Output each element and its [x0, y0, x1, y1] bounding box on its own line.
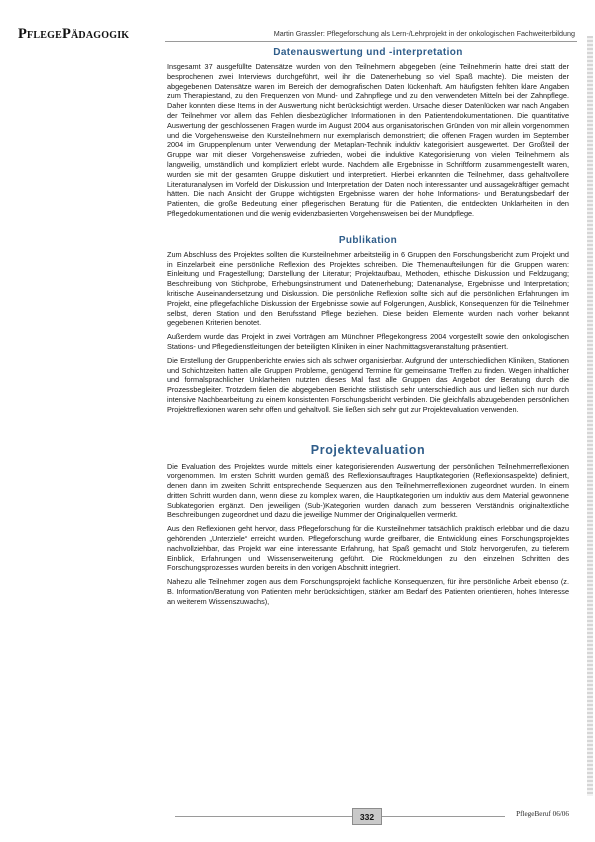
section-heading: Publikation: [338, 234, 398, 246]
page-header: [0, 24, 595, 46]
paragraph: Aus den Reflexionen geht hervor, dass Pflegeforschung für die Kursteilnehmer tatsächlich praktisch erlebbar und die dazu gehörenden „Unterziele“ erreicht wurden. Pflegeforschung wurde greifbarer, die Entwicklung eines Forschungsprojektes nachvollziehbar, das Projekt war eine interessante Erfahrung, hat Spaß gemacht und Stolz hervorgerufen, zu tieferem Einblick, Erfahrungen und Wissenserweiterung geführt. Die Rückmeldungen zu den einzelnen Schritten des Forschungsprozesses wurden bereits in den vorigen Abschnitt integriert.: [167, 524, 569, 573]
running-head: Martin Grassler: Pflegeforschung als Lern-/Lehrprojekt in der onkologischen Fachweiterbildung: [273, 29, 575, 38]
header-rule: [165, 41, 577, 42]
paragraph: Nahezu alle Teilnehmer zogen aus dem Forschungsprojekt fachliche Konsequenzen, für ihre persönliche Arbeit ebenso (z. B. Information/Beratung von Patienten mehr berücksichtigen, stärker am Bedarf des Patienten orientieren, hohes Interesse an weiterem Wissenszuwachs),: [167, 577, 569, 606]
section-heading: Projektevaluation: [310, 442, 426, 457]
text-column: [167, 47, 569, 611]
section-spacer: [167, 223, 569, 235]
paragraph: Außerdem wurde das Projekt in zwei Vorträgen am Münchner Pflegekongress 2004 vorgestellt sowie den onkologischen Stations- und Pflegedienstleitungen der beteiligten Kliniken in einer Nachmittagsveranstaltung präsentiert.: [167, 332, 569, 351]
section-heading: Datenauswertung und -interpretation: [273, 47, 463, 58]
paragraph: Insgesamt 37 ausgefüllte Datensätze wurden von den Teilnehmern abgegeben (eine Teilnehmerin hatte drei statt der besprochenen zwei Interviews durchgeführt, weil ihr die Datenerhebung so viel Spaß machte). Die meisten der abgegebenen Datensätze waren im Bereich der demografischen Daten lückenhaft. Am häufigsten fehlten klare Angaben zum Therapiestand, zu den Frequenzen von Mund- und Zahnpflege und zu den verwendeten Mitteln bei der Zahnpflege. Daher konnten diese Items in der Auswertung nicht berücksichtigt werden. Ursache dieser Datenlücken war nach Angaben der Teilnehmer vor allem das Fehlen diesbezüglicher Informationen in den Patientendokumentationen. Die quantitative Auswertung der geschlossenen Fragen wurde im August 2004 aus organisatorischen Gründen von mir allein vorgenommen und die Vorgehensweise den Kursteilnehmern nur exemplarisch demonstriert; die offenen Fragen wurden im September 2004 im Gruppenplenum unter Verwendung der Metaplan-Technik induktiv kategorisiert ausgewertet. Der Großteil der Gruppe war mit dieser Vorgehensweise zufrieden, wobei die induktive Kategorisierung von vielen Teilnehmern als langweilig, umständlich und kompliziert erlebt wurde. Nachdem alle Ergebnisse in Schriftform zusammengestellt waren, wurden sie mit der gesamten Gruppe diskutiert und interpretiert. Hierbei erkannten die Teilnehmer, dass gehaltvollere Literaturanalysen im Vorfeld der Diskussion und Interpretation der Daten noch interessanter und aussagekräftiger gemacht hätten. Die nach Ansicht der Gruppe wichtigsten Ergebnisse waren der hohe Informations- und Beratungsbedarf der Patienten, die große Bedeutung einer pflegerischen Beratung für die Patienten, die entdeckten Unklarheiten in den Pflegedokumentationen und die wenig evidenzbasierten Vorgehensweisen bei der Mundpflege.: [167, 62, 569, 218]
section-projektevaluation: [167, 443, 569, 607]
edge-stripe: [587, 36, 593, 796]
section-datenauswertung: [167, 47, 569, 219]
section-publikation: [167, 235, 569, 415]
paragraph: Die Evaluation des Projektes wurde mittels einer kategorisierenden Auswertung der persönlichen Teilnehmerreflexionen vorgenommen. Im ersten Schritt wurden gemäß des Reflexionsauftrages Hauptkategorien (Reflexionsaspekte) definiert, denen dann im zweiten Schritt entsprechende Sequenzen aus den Teilnehmerreflexionen zugeordnet wurden. In einem dritten Schritt wurden dann, wenn diese zu komplex waren, die Hauptkategorien um induktiv aus dem Material gewonnene Subkategorien ergänzt. Den jeweiligen (Sub-)Kategorien wurden danach zum besseren Verständnis originaltextliche Beschreibungen zugeordnet und dazu die jeweilige Nummer der Originalquellen vermerkt.: [167, 461, 569, 520]
paragraph: Die Erstellung der Gruppenberichte erwies sich als schwer organisierbar. Aufgrund der unterschiedlichen Kliniken, Stationen und Schichtzeiten hatten alle Gruppen Probleme, genügend Termine für gemeinsame Treffen zu finden. Wegen inhaltlicher und formalsprachlicher Unklarheiten nutzten dieses Mal fast alle Gruppen das Angebot der Beratung durch die Prozessbegleiter. Trotzdem fielen die abgegebenen Berichte stilistisch sehr unterschiedlich aus und ließen sich nur durch intensive Nachbearbeitung zu einem konsistenten Forschungsbericht verbinden. Die gleichfalls abzugebenden persönlichen Projektreflexionen waren sehr offen und gehaltvoll. Sie ließen sich sehr gut zur Projektevaluation verwenden.: [167, 355, 569, 414]
journal-logo: PflegePädagogik: [18, 26, 130, 42]
journal-reference: PflegeBeruf 06/06: [516, 810, 569, 818]
page-number: 332: [352, 808, 382, 825]
footer-rule: [175, 816, 505, 817]
section-spacer: [167, 419, 569, 443]
paragraph: Zum Abschluss des Projektes sollten die Kursteilnehmer arbeitsteilig in 6 Gruppen den Forschungsbericht zum Projekt und in Einzelarbeit eine persönliche Reflexion des Projektes schreiben. Die Themenaufteilungen für die Gruppen waren: Einleitung und Fragestellung; Darstellung der Literatur; Projektaufbau, Methoden, ethische Diskussion und Feldzugang; Beschreibung von Stichprobe, Erhebungsinstrument und Datenerhebung; Datenanalyse, Ergebnisse und Interpretation; kritische Auseinandersetzung und Diskussion. Die persönliche Reflexion sollte sich auf die persönlichen Erfahrungen im Projekt, eine pflegefachliche Diskussion der Ergebnisse sowie auf Folgerungen, Ausblick, Konsequenzen für die Teilnehmer selbst, deren Station und den Berufsstand Pflege beziehen. Diese beiden Elemente wurden nach vorher bekannt gegebenen Kriterien benotet.: [167, 249, 569, 328]
